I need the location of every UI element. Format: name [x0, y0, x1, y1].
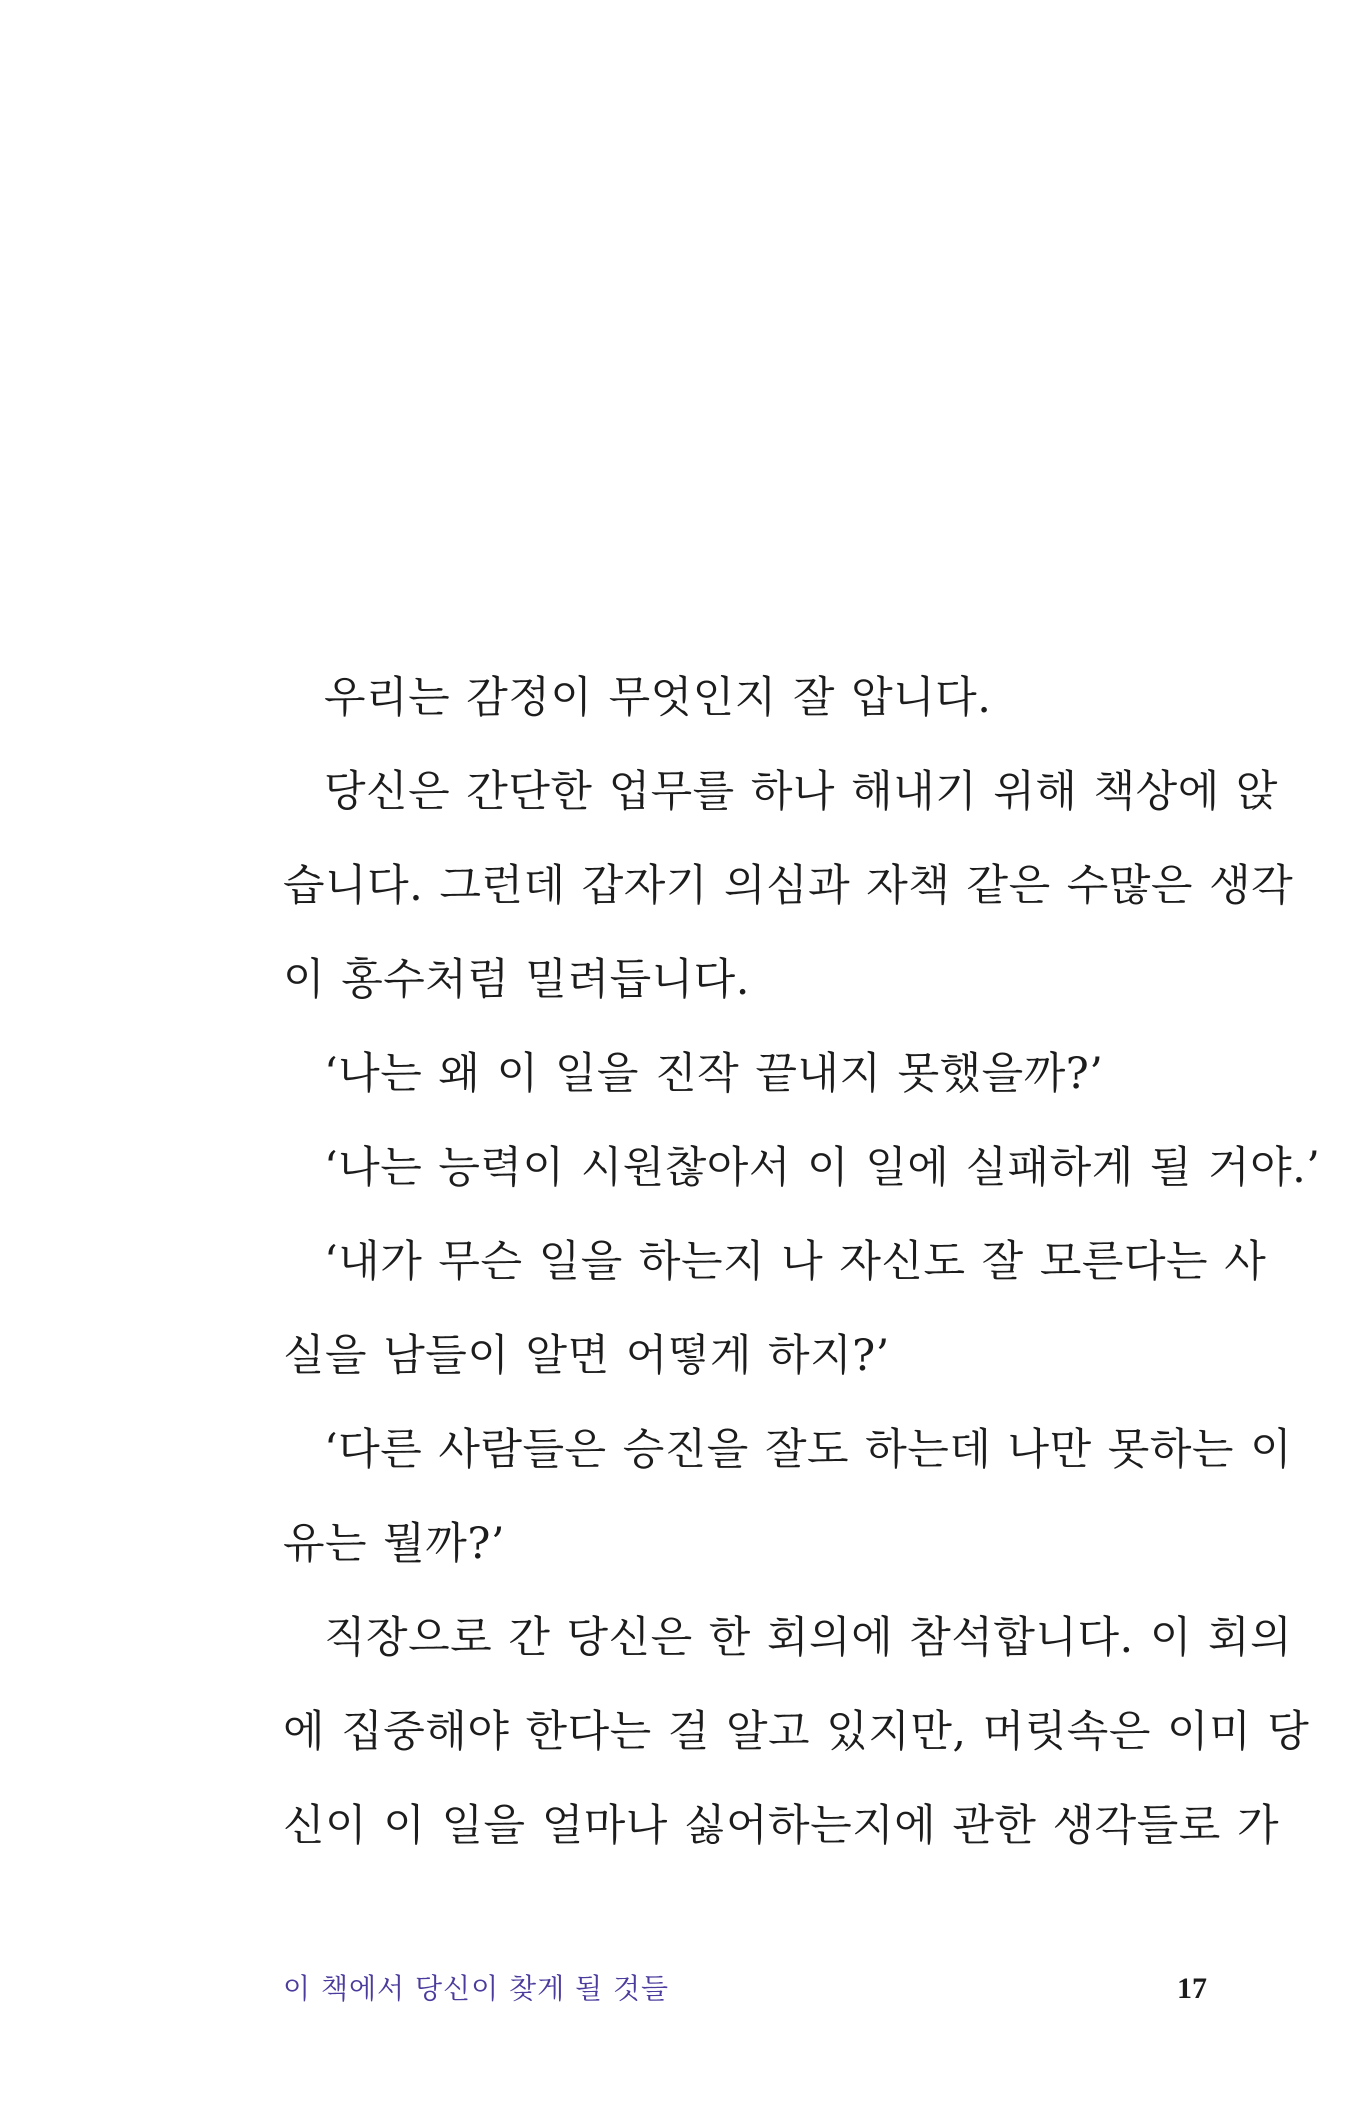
- page-number: 17: [1177, 1972, 1207, 2005]
- page-footer: [283, 1964, 1207, 2014]
- paragraph-line: 당신은 간단한 업무를 하나 해내기 위해 책상에 앉: [324, 767, 1278, 817]
- paragraph-line: ‘다른 사람들은 승진을 잘도 하는데 나만 못하는 이: [324, 1425, 1293, 1475]
- paragraph-line: ‘나는 능력이 시원찮아서 이 일에 실패하게 될 거야.’: [324, 1143, 1321, 1193]
- paragraph-line: 이 홍수처럼 밀려듭니다.: [283, 955, 750, 1005]
- paragraph-line: 유는 뭘까?’: [283, 1519, 506, 1569]
- body-text: [283, 651, 1321, 1873]
- paragraph-line: 습니다. 그런데 갑자기 의심과 자책 같은 수많은 생각: [283, 861, 1294, 911]
- paragraph-line: 직장으로 간 당신은 한 회의에 참석합니다. 이 회의: [324, 1613, 1293, 1663]
- running-head: 이 책에서 당신이 찾게 될 것들: [283, 1972, 670, 2005]
- paragraph-line: 신이 이 일을 얼마나 싫어하는지에 관한 생각들로 가: [283, 1801, 1279, 1851]
- paragraph-line: 실을 남들이 알면 어떻게 하지?’: [283, 1331, 890, 1381]
- paragraph-line: ‘나는 왜 이 일을 진작 끝내지 못했을까?’: [324, 1049, 1104, 1099]
- paragraph-line: ‘내가 무슨 일을 하는지 나 자신도 잘 모른다는 사: [324, 1237, 1267, 1287]
- paragraph-line: 우리는 감정이 무엇인지 잘 압니다.: [324, 673, 992, 723]
- paragraph-line: 에 집중해야 한다는 걸 알고 있지만, 머릿속은 이미 당: [283, 1707, 1310, 1757]
